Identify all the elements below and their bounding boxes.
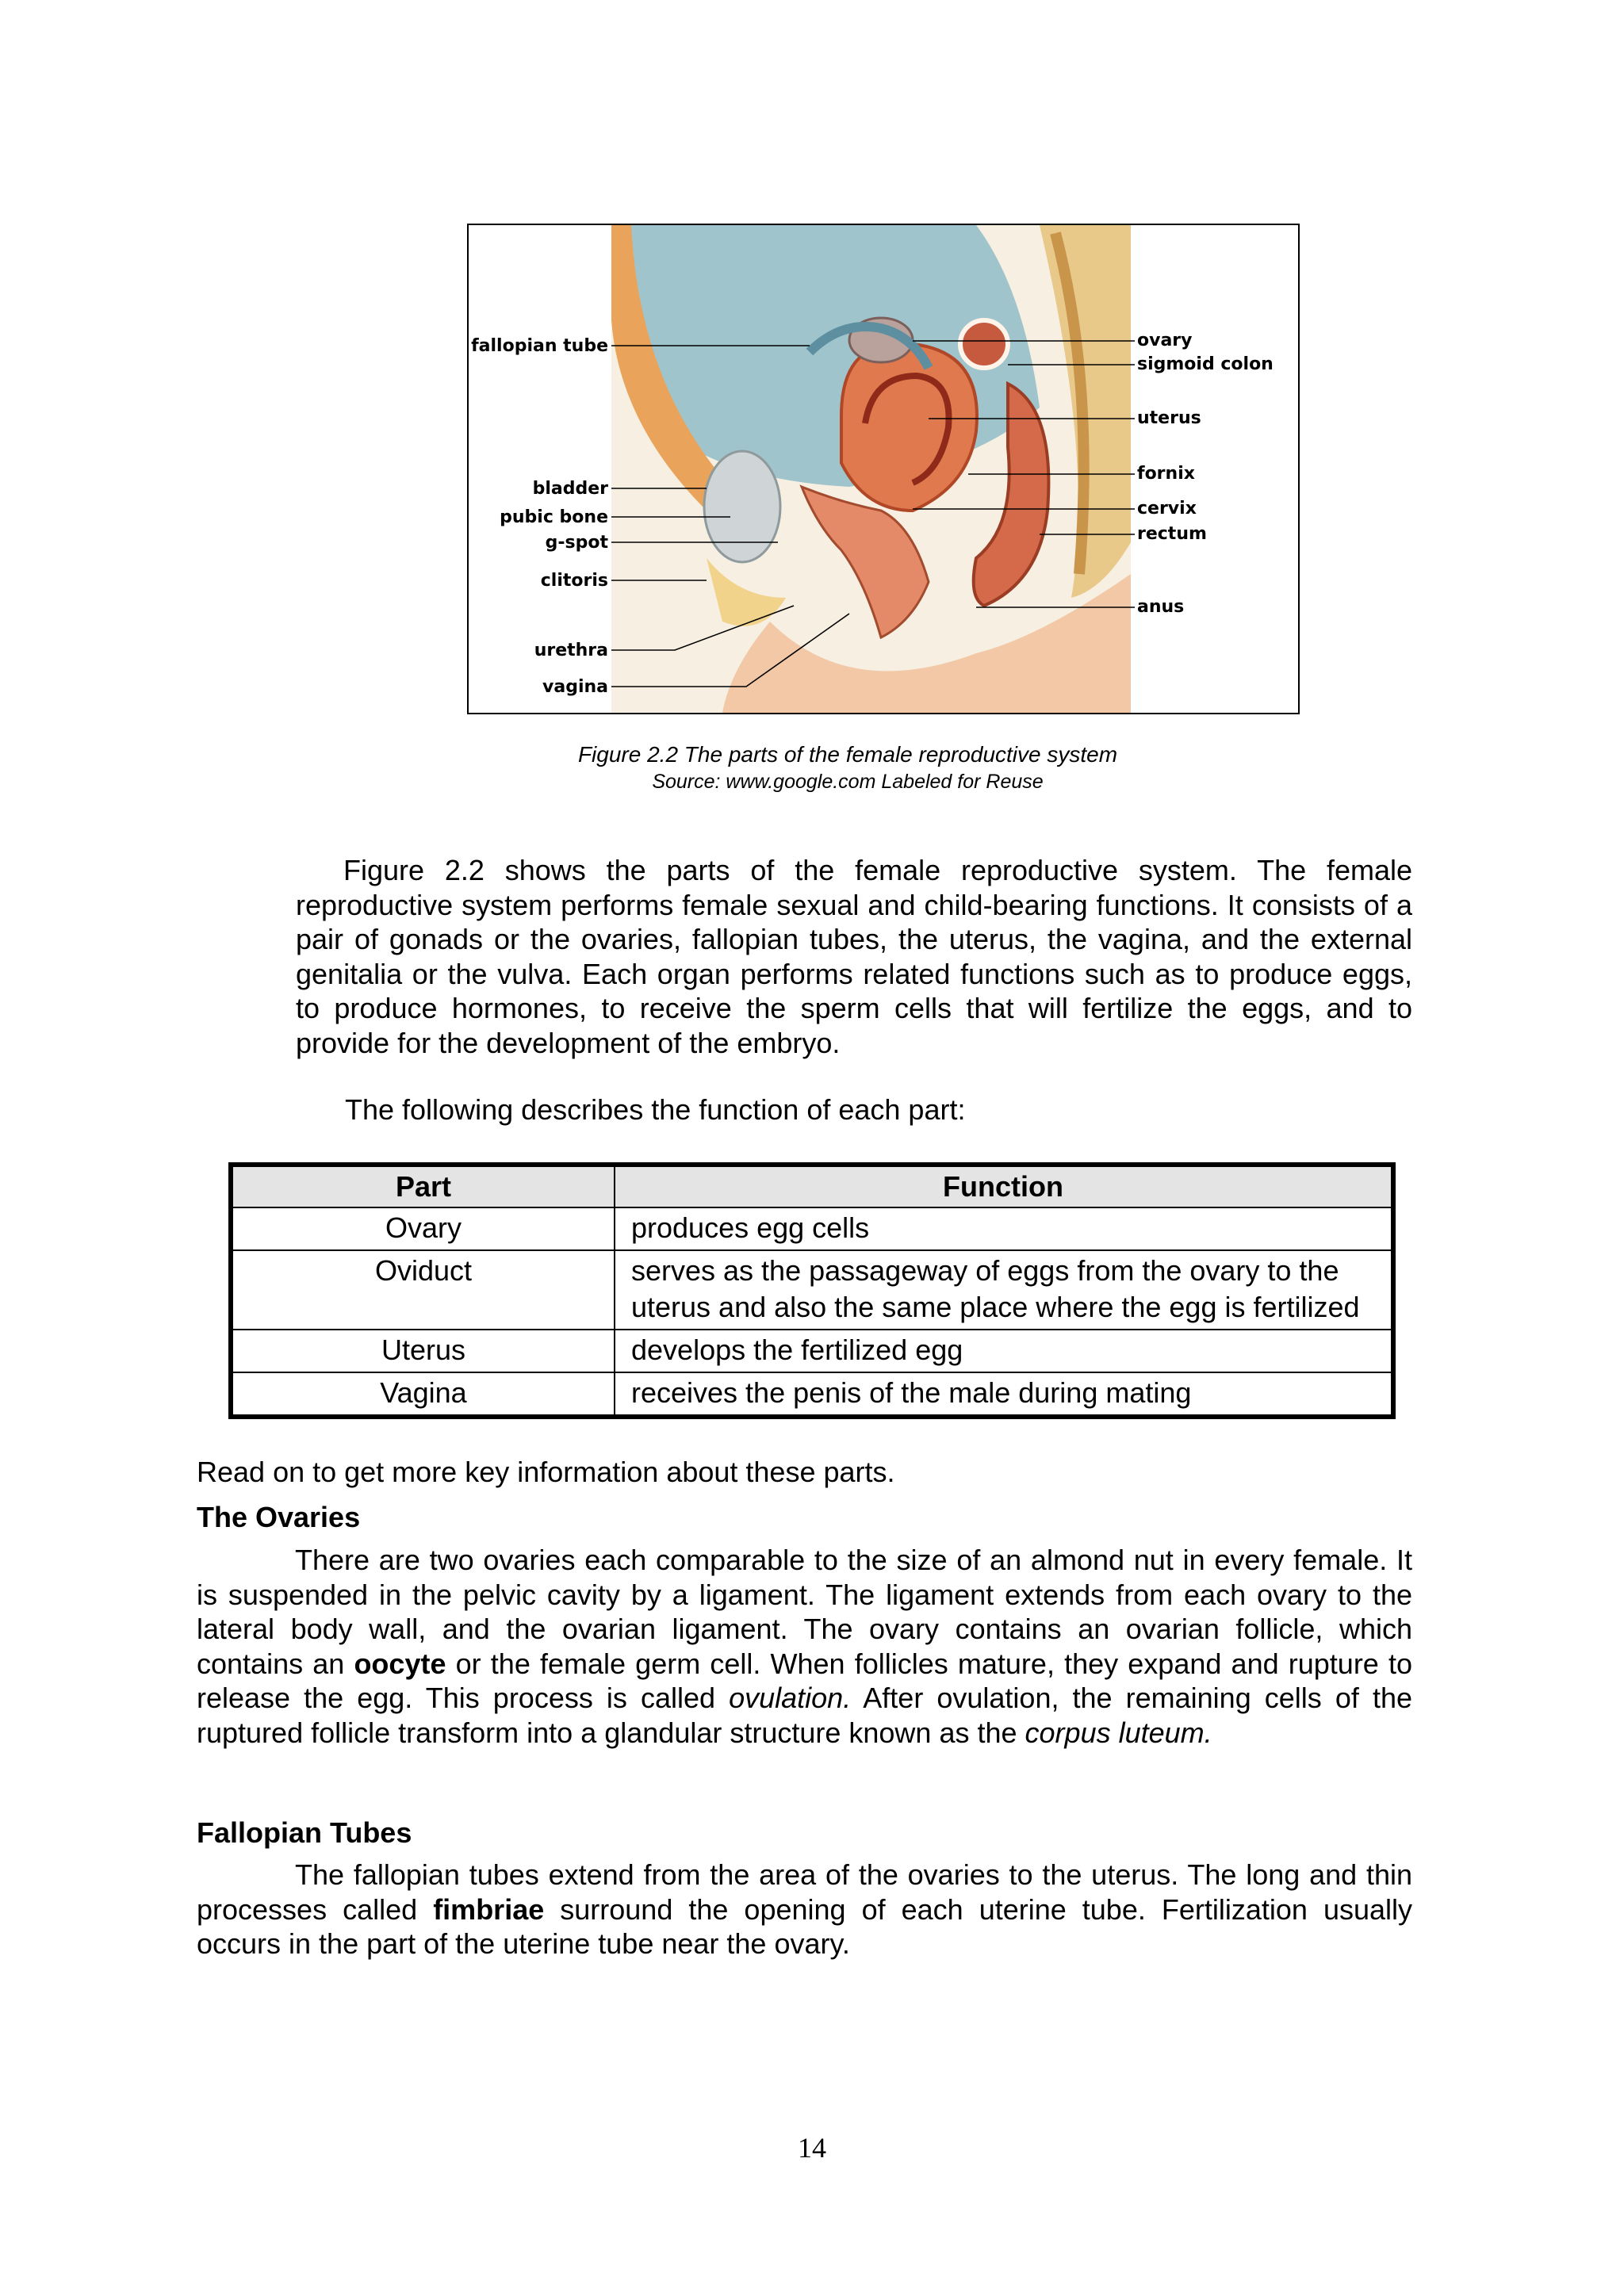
- read-on-sentence: Read on to get more key information about these parts.: [197, 1456, 895, 1488]
- figure-frame: [467, 224, 1300, 714]
- cell-part: Ovary: [231, 1207, 615, 1250]
- cell-part: Uterus: [231, 1330, 615, 1372]
- header-part: Part: [231, 1165, 615, 1207]
- header-function: Function: [615, 1165, 1393, 1207]
- ovaries-text-2: or the female germ cell. When follicles mature, they expand and rupture to release the egg. This process is called: [197, 1647, 1412, 1714]
- table-row: [231, 1330, 1393, 1372]
- cell-part: Vagina: [231, 1372, 615, 1417]
- label-fornix: fornix: [1137, 464, 1195, 484]
- label-sigmoid-colon: sigmoid colon: [1137, 354, 1274, 374]
- label-anus: anus: [1137, 597, 1185, 617]
- ovaries-paragraph: [197, 1543, 1412, 1750]
- cell-function: receives the penis of the male during mating: [615, 1372, 1393, 1417]
- label-pubic-bone: pubic bone: [500, 507, 608, 527]
- cell-function: produces egg cells: [615, 1207, 1393, 1250]
- cell-function: develops the fertilized egg: [615, 1330, 1393, 1372]
- label-uterus: uterus: [1137, 408, 1201, 428]
- table-row: [231, 1207, 1393, 1250]
- ovaries-heading: The Ovaries: [197, 1501, 361, 1533]
- anatomy-diagram: [469, 225, 1298, 713]
- label-vagina: vagina: [542, 677, 608, 697]
- fallopian-tubes-heading: Fallopian Tubes: [197, 1816, 412, 1849]
- bladder-shape: [704, 451, 780, 562]
- table-row: [231, 1372, 1393, 1417]
- label-rectum: rectum: [1137, 524, 1207, 544]
- function-table: [228, 1162, 1396, 1419]
- table-lead-sentence: The following describes the function of each part:: [345, 1093, 966, 1126]
- tubes-text-1: The fallopian tubes extend from the area of the ovaries to the uterus. The long and thin processes called: [197, 1858, 1412, 1926]
- fallopian-tubes-paragraph: [197, 1858, 1412, 1961]
- ovaries-text-3: After ovulation, the remaining cells of the ruptured follicle transform into a glandular structure known as the: [197, 1682, 1412, 1749]
- sigmoid-colon-shape: [960, 320, 1008, 368]
- page-number: 14: [798, 2132, 826, 2164]
- label-cervix: cervix: [1137, 499, 1197, 519]
- ovaries-text-1: There are two ovaries each comparable to the size of an almond nut in every female. It is suspended in the pelvic cavity by a ligament. The ligament extends from each ovary to the lateral body wall, and the ovarian ligament. The ovary contains an ovarian follicle, which contains an: [197, 1544, 1412, 1680]
- table-header-row: [231, 1165, 1393, 1207]
- term-corpus-luteum: corpus luteum.: [1025, 1716, 1212, 1749]
- intro-paragraph: Figure 2.2 shows the parts of the female reproductive system. The female reproductive system performs female sexual and child-bearing functions. It consists of a pair of gonads or the ovaries, fallopian tubes, the uterus, the vagina, and the external genitalia or the vulva. Each organ performs related functions such as to produce eggs, to produce hormones, to receive the sperm cells that will fertilize the eggs, and to provide for the development of the embryo.: [296, 854, 1412, 1059]
- cell-part: Oviduct: [231, 1250, 615, 1330]
- label-bladder: bladder: [532, 479, 608, 499]
- label-g-spot: g-spot: [545, 533, 608, 553]
- figure-caption: Figure 2.2 The parts of the female reproductive system: [577, 742, 1118, 767]
- label-clitoris: clitoris: [540, 571, 608, 591]
- cell-function: serves as the passageway of eggs from the ovary to the uterus and also the same place where the egg is fertilized: [615, 1250, 1393, 1330]
- term-ovulation: ovulation.: [729, 1682, 852, 1714]
- term-fimbriae: fimbriae: [433, 1892, 545, 1926]
- label-urethra: urethra: [534, 641, 608, 660]
- figure-source: Source: www.google.com Labeled for Reuse: [652, 771, 1044, 793]
- tubes-text-2: surround the opening of each uterine tube. Fertilization usually occurs in the part of the uterine tube near the ovary.: [197, 1892, 1413, 1960]
- term-oocyte: oocyte: [354, 1647, 446, 1680]
- table-row: [231, 1250, 1393, 1330]
- label-fallopian-tube: fallopian tube: [471, 336, 608, 356]
- label-ovary: ovary: [1137, 331, 1193, 350]
